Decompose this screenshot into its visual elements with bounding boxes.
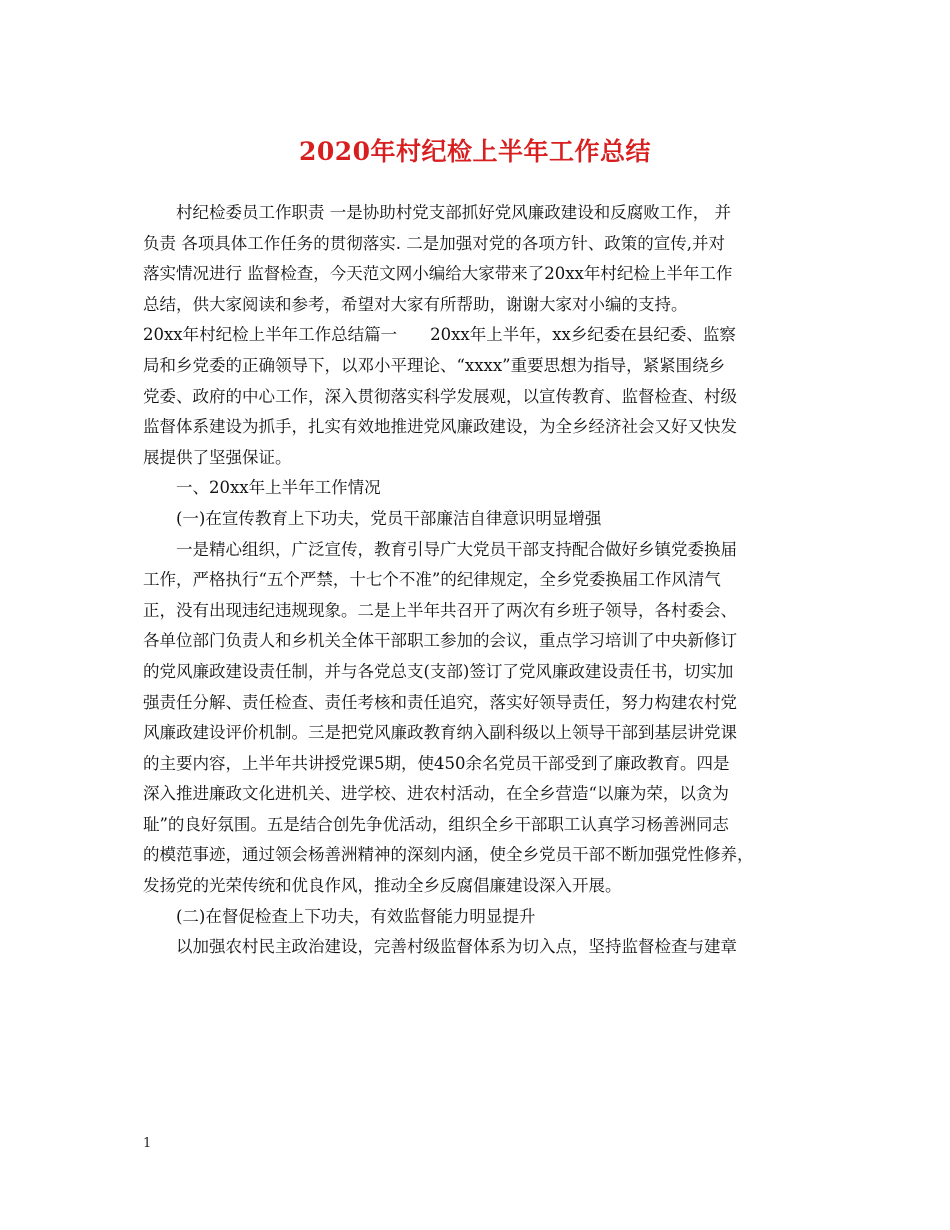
paragraph-line: 各单位部门负责人和乡机关全体干部职工参加的会议，重点学习培训了中央新修订 xyxy=(143,631,737,651)
paragraph-line: 正，没有出现违纪违规现象。二是上半年共召开了两次有乡班子领导，各村委会、 xyxy=(143,600,737,620)
paragraph-line: 村纪检委员工作职责 一是协助村党支部抓好党风廉政建设和反腐败工作， 并 xyxy=(176,203,731,222)
document-title: 2020年村纪检上半年工作总结 xyxy=(298,137,652,166)
paragraph-line: 发扬党的光荣传统和优良作风，推动全乡反腐倡廉建设深入开展。 xyxy=(143,876,622,896)
paragraph-line: 深入推进廉政文化进机关、进学校、进农村活动，在全乡营造“以廉为荣，以贪为 xyxy=(143,784,729,804)
paragraph-line: (一)在宣传教育上下功夫，党员干部廉洁自律意识明显增强 xyxy=(176,508,602,528)
paragraph-line: 20xx年村纪检上半年工作总结篇一 20xx年上半年，xx乡纪委在县纪委、监察 xyxy=(143,325,736,345)
paragraph-line: 总结，供大家阅读和参考，希望对大家有所帮助，谢谢大家对小编的支持。 xyxy=(143,294,688,314)
paragraph-line: 工作，严格执行“五个严禁，十七个不准”的纪律规定，全乡党委换届工作风清气 xyxy=(143,570,721,590)
paragraph-line: 落实情况进行 监督检查，今天范文网小编给大家带来了20xx年村纪检上半年工作 xyxy=(143,264,733,284)
page-number: 1 xyxy=(143,1136,152,1151)
paragraph-line: 监督体系建设为抓手，扎实有效地推进党风廉政建设，为全乡经济社会又好又快发 xyxy=(143,417,737,437)
document-body xyxy=(143,198,819,963)
paragraph-line: 党委、政府的中心工作，深入贯彻落实科学发展观，以宣传教育、监督检查、村级 xyxy=(143,386,737,406)
paragraph-line: 一是精心组织，广泛宣传，教育引导广大党员干部支持配合做好乡镇党委换届 xyxy=(176,539,737,559)
paragraph-line: 展提供了坚强保证。 xyxy=(143,447,292,467)
paragraph-line: 一、20xx年上半年工作情况 xyxy=(176,478,381,498)
paragraph-line: 风廉政建设评价机制。三是把党风廉政教育纳入副科级以上领导干部到基层讲党课 xyxy=(143,723,737,743)
paragraph-line: 的模范事迹，通过领会杨善洲精神的深刻内涵，使全乡党员干部不断加强党性修养， xyxy=(143,845,754,865)
paragraph-line: 的主要内容，上半年共讲授党课5期，使450余名党员干部受到了廉政教育。四是 xyxy=(143,753,730,773)
paragraph-line: 局和乡党委的正确领导下，以邓小平理论、“xxxx”重要思想为指导，紧紧围绕乡 xyxy=(143,355,726,375)
paragraph-line: 耻”的良好氛围。五是结合创先争优活动，组织全乡干部职工认真学习杨善洲同志 xyxy=(143,814,729,834)
paragraph-line: 负责 各项具体工作任务的贯彻落实. 二是加强对党的各项方针、政策的宣传,并对 xyxy=(143,233,725,253)
paragraph-line: (二)在督促检查上下功夫，有效监督能力明显提升 xyxy=(176,906,536,926)
paragraph-line: 强责任分解、责任检查、责任考核和责任追究，落实好领导责任，努力构建农村党 xyxy=(143,692,737,712)
paragraph-line: 的党风廉政建设责任制，并与各党总支(支部)签订了党风廉政建设责任书，切实加 xyxy=(143,661,734,681)
paragraph-line: 以加强农村民主政治建设，完善村级监督体系为切入点，坚持监督检查与建章 xyxy=(176,937,737,957)
